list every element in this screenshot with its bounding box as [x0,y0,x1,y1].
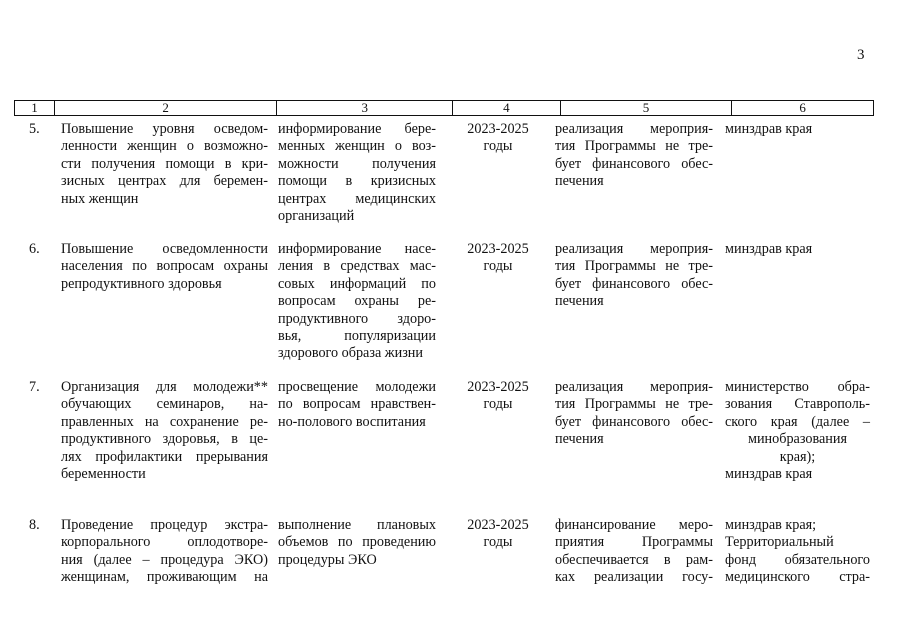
text-line: корпорального оплодотворе- [61,534,268,551]
measure-name-cell [61,517,268,587]
text-line: менных женщин о воз- [278,138,436,155]
text-line: по вопросам нравствен- [278,396,436,413]
row-number: 8. [29,517,40,533]
measure-name-cell [61,121,268,208]
text-line: женщинам, проживающим на [61,569,268,586]
measure-name-cell [61,241,268,293]
text-line: бует финансового обес- [555,275,713,292]
text-line: 2023-2025 [467,517,529,533]
text-line: минздрав края [725,121,813,137]
text-line: Повышение осведомленности [61,241,268,257]
text-line: тия Программы не тре- [555,138,713,155]
text-line: бует финансового обес- [555,155,713,172]
row-number: 6. [29,241,40,257]
text-line: но-полового воспитания [278,413,426,430]
content-cell [278,241,436,363]
text-line: объемов по проведению [278,534,436,551]
column-number-1: 1 [15,101,55,115]
text-line: министерство обра- [725,379,870,395]
text-line: минобразования [747,431,847,448]
text-line: обучающих семинаров, на- [61,396,268,413]
text-line: приятия Программы [555,534,713,551]
text-line: населения по вопросам охраны [61,258,268,275]
text-line: ленности женщин о возможно- [61,138,268,155]
responsible-cell [725,241,870,258]
text-line: просвещение молодежи [278,379,436,395]
text-line: обеспечивается в рам- [555,551,713,568]
text-line: реализация мероприя- [555,121,713,137]
text-line: лях профилактики прерывания [61,448,268,465]
text-line: годы [483,258,513,275]
text-line: края); [779,448,816,465]
text-line: ского края (далее – [725,413,870,430]
text-line: финансирование меро- [555,517,713,533]
text-line: информирование насе- [278,241,436,257]
text-line: ления в средствах мас- [278,258,436,275]
responsible-cell [725,121,870,138]
text-line: минздрав края [725,466,813,483]
period-cell [452,241,544,276]
text-line: вопросам охраны ре- [278,293,436,310]
text-line: центрах медицинских [278,190,436,207]
funding-cell [555,241,713,311]
text-line: продуктивного здоровья, в це- [61,431,268,448]
page-number: 3 [857,47,865,63]
text-line: правленных на сохранение ре- [61,413,268,430]
period-cell [452,121,544,156]
column-number-2: 2 [55,101,277,115]
funding-cell [555,121,713,191]
text-line: 2023-2025 [467,121,529,137]
text-line: продуктивного здоро- [278,310,436,327]
text-line: здорового образа жизни [278,345,423,362]
text-line: зования Ставрополь- [725,396,870,413]
text-line: можности получения [278,155,436,172]
text-line: беременности [61,466,146,483]
text-line: организаций [278,208,355,225]
row-number: 7. [29,379,40,395]
content-cell [278,517,436,569]
text-line: репродуктивного здоровья [61,275,222,292]
column-number-5: 5 [561,101,733,115]
text-line: минздрав края [725,241,813,257]
text-line: 2023-2025 [467,241,529,257]
text-line: Повышение уровня осведом- [61,121,268,137]
text-line: медицинского стра- [725,569,870,586]
text-line: годы [483,138,513,155]
responsible-cell [725,517,870,587]
content-cell [278,379,436,431]
text-line: ных женщин [61,190,139,207]
period-cell [452,379,544,414]
text-line: печения [555,173,604,190]
responsible-cell [725,379,870,483]
row-number: 5. [29,121,40,137]
text-line: информирование бере- [278,121,436,137]
text-line: тия Программы не тре- [555,396,713,413]
text-line: Проведение процедур экстра- [61,517,268,533]
text-line: зисных центрах для беремен- [61,173,268,190]
text-line: печения [555,431,604,448]
text-line: печения [555,293,604,310]
text-line: вья, популяризации [278,328,436,345]
text-line: ния (далее – процедура ЭКО) [61,551,268,568]
text-line: 2023-2025 [467,379,529,395]
funding-cell [555,379,713,449]
content-cell [278,121,436,225]
period-cell [452,517,544,552]
text-line: годы [483,534,513,551]
text-line: помощи в кризисных [278,173,436,190]
text-line: процедуры ЭКО [278,551,377,568]
measure-name-cell [61,379,268,483]
text-line: минздрав края; [725,517,817,533]
text-line: фонд обязательного [725,551,870,568]
table-header-row [14,100,874,116]
text-line: Территориальный [725,534,834,551]
text-line: совых информаций по [278,275,436,292]
text-line: ках реализации госу- [555,569,713,586]
text-line: сти получения помощи в кри- [61,155,268,172]
text-line: тия Программы не тре- [555,258,713,275]
text-line: реализация мероприя- [555,379,713,395]
text-line: Организация для молодежи** [61,379,268,395]
column-number-4: 4 [453,101,561,115]
column-number-3: 3 [277,101,453,115]
text-line: бует финансового обес- [555,413,713,430]
funding-cell [555,517,713,587]
text-line: реализация мероприя- [555,241,713,257]
text-line: годы [483,396,513,413]
column-number-6: 6 [799,100,806,115]
text-line: выполнение плановых [278,517,436,533]
